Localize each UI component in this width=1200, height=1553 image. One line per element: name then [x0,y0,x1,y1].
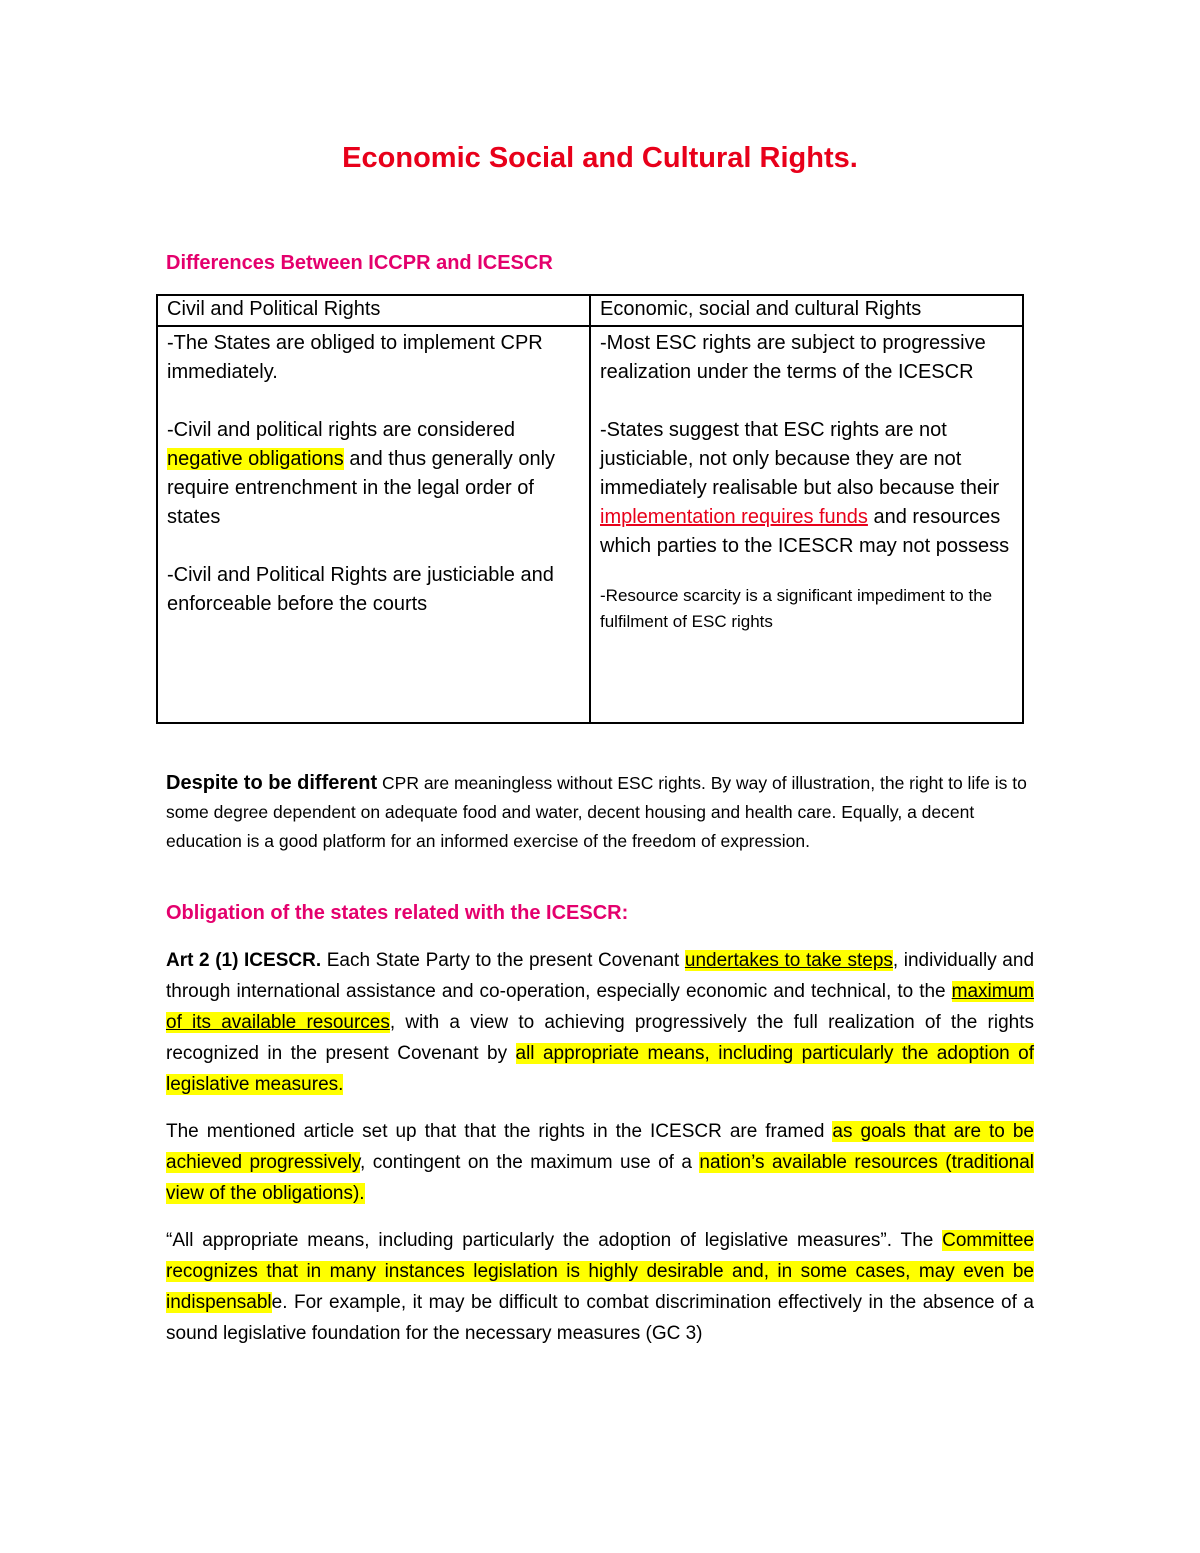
cell-paragraph: -Civil and Political Rights are justiciable and enforceable before the courts [167,564,554,615]
text-run: The mentioned article set up that that the rights in the ICESCR are framed [166,1121,833,1142]
text-run: and thus generally only require entrenchment in the legal order of states [167,448,556,528]
highlight: Committee recognizes that in many instances legislation is highly desirable and, in some cases, may even be indispensabl [166,1230,1034,1313]
comparison-table [156,294,1024,724]
cell-paragraph: -Resource scarcity is a significant impediment to the fulfilment of ESC rights [600,586,993,631]
text-run: , contingent on the maximum use of a [360,1152,700,1173]
highlight: all appropriate means, including particularly the adoption of legislative measures. [166,1043,1034,1095]
highlight: negative obligations [167,448,344,470]
highlight: undertakes to take steps [684,950,893,971]
text-run: CPR are meaningless without ESC rights. By way of illustration, the right to life is to some degree dependent on adequate food and water, decent housing and health care. Equally, a decent education is a good platform for an informed exercise of the freedom of expression. [166,773,1027,851]
table-row [157,326,1023,723]
paragraph-lead: Despite to be different [166,772,378,794]
text-run: , with a view to achieving progressively the full realization of the rights recognized in the present Covenant by [166,1012,1034,1064]
red-underlined-text: implementation requires funds [600,506,868,528]
paragraph-despite [166,769,1034,856]
text-run: “All appropriate means, including particularly the adoption of legislative measures”. The [166,1230,943,1251]
section-heading-obligations: Obligation of the states related with the ICESCR: [166,902,629,924]
text-run: e. For example, it may be difficult to combat discrimination effectively in the absence of a sound legislative foundation for the necessary measures (GC 3) [166,1292,1034,1344]
text-run: , individually and through international assistance and co-operation, especially economic and technical, to the [166,950,1035,1002]
table-cell-esc [590,326,1023,723]
text-run: -States suggest that ESC rights are not justiciable, not only because they are not immediately realisable but also because their [600,419,1000,499]
table-cell-civil [157,326,590,723]
cell-paragraph: -The States are obliged to implement CPR immediately. [167,332,543,383]
section-heading-differences: Differences Between ICCPR and ICESCR [166,252,553,274]
paragraph-mentioned [166,1116,1034,1209]
highlight: maximum of its available resources [166,981,1034,1033]
paragraph-appropriate-means [166,1225,1034,1349]
table-header-civil: Civil and Political Rights [157,295,590,326]
highlight: as goals that are to be achieved progressively [166,1121,1035,1173]
highlight: nation’s available resources (traditional view of the obligations). [166,1152,1034,1204]
paragraph-article [166,945,1034,1100]
cell-paragraph [167,416,581,532]
text-run: -Civil and political rights are considered [167,419,515,441]
table-header-esc: Economic, social and cultural Rights [590,295,1023,326]
document-title: Economic Social and Cultural Rights. [342,142,858,174]
cell-paragraph [600,416,1014,561]
table-header-row [157,295,1023,326]
cell-paragraph: -Most ESC rights are subject to progressive realization under the terms of the ICESCR [600,332,986,383]
paragraph-lead: Art 2 (1) ICESCR. [166,950,322,971]
text-run: Each State Party to the present Covenant [321,950,685,971]
text-run: and resources which parties to the ICESCR may not possess [600,506,1010,557]
